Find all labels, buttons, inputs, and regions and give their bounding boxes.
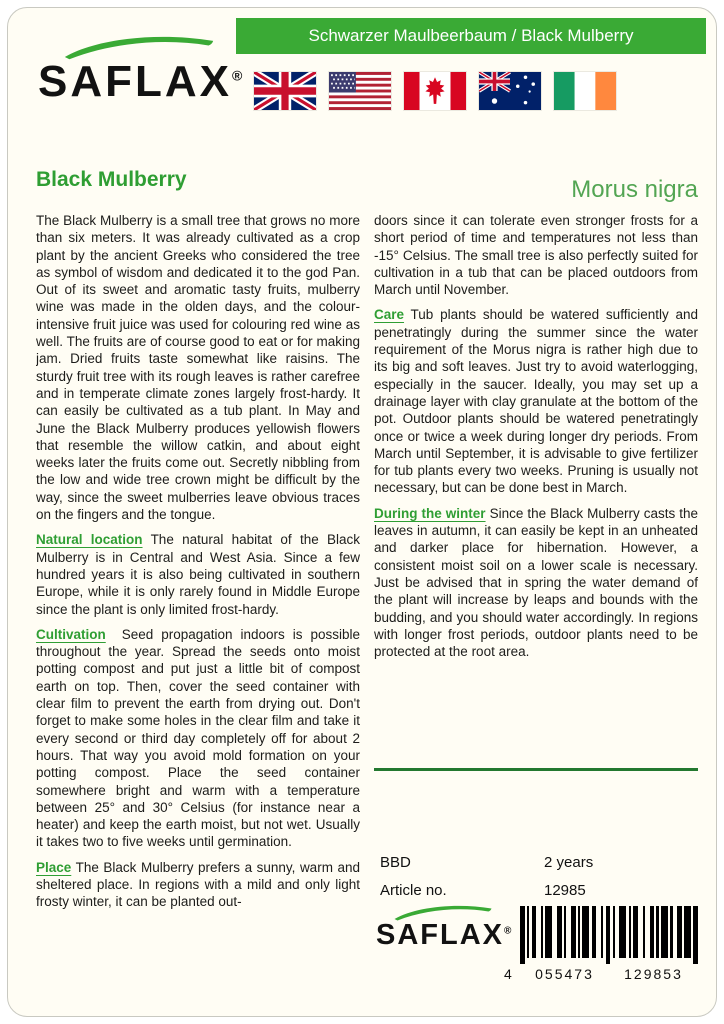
cultivation-text: Seed propagation indoors is possible throughout the year. Spread the seeds onto moist potting compost and put just a little bit of compost earth on top. Then, cover the seed container with clear film to prevent the earth from drying out. Don't forget to make some holes in the clear film and take it every second or third day completely off for about 2 hours. That way you avoid mold formation on your potting compost. Place the seed container somewhere bright and warm with a temperature between 25° and 30° Celsius (for instance near a heater) and keep the earth moist, but not wet. Usually it takes two to five weeks until germination. xyxy=(36,626,360,850)
green-divider-rule xyxy=(374,768,698,771)
seed-packet-back xyxy=(7,7,717,1017)
barcode-bar xyxy=(619,906,626,958)
barcode-lead-digit: 4 xyxy=(504,966,512,982)
winter-section xyxy=(374,505,698,661)
cultivation-section xyxy=(36,626,360,851)
section-heading-natural-location: Natural location xyxy=(36,532,143,548)
header-strip-text: Schwarzer Maulbeerbaum / Black Mulberry xyxy=(308,26,634,45)
article-label: Article no. xyxy=(380,882,447,899)
barcode-bar xyxy=(684,906,691,958)
flag-row xyxy=(254,72,616,110)
barcode-bar xyxy=(582,906,589,958)
bbd-label: BBD xyxy=(380,854,411,871)
header-strip xyxy=(236,18,706,54)
place-text: The Black Mulberry prefers a sunny, warm and sheltered place. In regions with a mild and only light frosty winter, it can be planted out- xyxy=(36,859,360,910)
canada-flag-icon xyxy=(404,72,466,110)
section-heading-care: Care xyxy=(374,307,405,323)
usa-flag-icon xyxy=(329,72,391,110)
barcode xyxy=(504,906,698,982)
barcode-bar xyxy=(693,906,698,964)
product-info xyxy=(380,854,698,910)
care-text: Tub plants should be watered sufficiently and penetratingly during the summer since the water requirement of the Morus nigra is rather high due to its big and soft leaves. Just try to avoid waterlogging, especially in the saucer. Ideally, you may set up a drainage layer with clay granulate at the bottom of the pot. Outdoor plants should be watered penetratingly once or twice a week during longer dry periods. From March until September, it is advisable to give fertilizer for tub plants every two weeks. Pruning is usually not necessary, but can be done best in March. xyxy=(374,307,698,496)
barcode-group-2: 129853 xyxy=(624,966,683,982)
bbd-row xyxy=(380,854,698,871)
natural-location-section xyxy=(36,531,360,617)
natural-location-text: The natural habitat of the Black Mulberry is in Central and West Asia. Since a few hundred years it is also being cultivated in southern Europe, while it is only rarely found in Middle Europe since the plant is only limited frost-hardy. xyxy=(36,532,360,617)
latin-name: Morus nigra xyxy=(571,176,698,203)
barcode-bar xyxy=(545,906,552,958)
uk-flag-icon xyxy=(254,72,316,110)
saflax-logo xyxy=(38,34,243,104)
barcode-digits xyxy=(504,966,698,982)
brand-name xyxy=(376,921,516,950)
intro-paragraph: The Black Mulberry is a small tree that grows no more than six meters. It was already cultivated as a crop plant by the ancient Greeks who considered the tree as symbol of wisdom and dedicated it to the god Pan. Out of its sweet and aromatic tasty fruits, mulberry wine was made in the olden days, and the colour-intensive fruit juice was used for colouring red wine as well. The fruits are of course good to eat or for making jam. Dried fruits taste somewhat like raisins. The sturdy fruit tree with its rough leaves is rather carefree and in temperate climate zones largely frost-hardy. It can easily be cultivated as a tub plant. In May and June the Black Mulberry produces yellowish flowers that resemble the willow catkin, and about eight weeks later the fruits come out. Secretly nibbling from the low and wide tree crown might be difficult by the way, since the sweet mulberries leave obvious traces on the fingers and the tongue. xyxy=(36,213,360,523)
saflax-footer-logo xyxy=(376,904,516,950)
ireland-flag-icon xyxy=(554,72,616,110)
brand-name-text: SAFLAX xyxy=(38,57,232,106)
winter-text: Since the Black Mulberry casts the leaves in autumn, it can easily be kept in an unheated and darker place for hibernation. However, a consistent moist soil on a lower scale is necessary. Just be advised that in spring the water demand of the plant will increase by leaps and bounds with the budding, and you should water accordingly. In regions with longer frost periods, outdoor plants need to be protected at the root area. xyxy=(374,505,699,660)
left-column xyxy=(36,212,360,1010)
article-row xyxy=(380,882,698,899)
section-heading-place: Place xyxy=(36,859,72,875)
registered-mark: ® xyxy=(504,925,514,937)
barcode-bar xyxy=(661,906,668,958)
continuation-paragraph: doors since it can tolerate even stronger frosts for a short period of time and temperatures not less than -15° Celsius. The small tree is also perfectly suited for cultivation in a tub that can be placed outdoors from March until November. xyxy=(374,213,698,298)
bbd-value: 2 years xyxy=(544,854,594,871)
brand-name-text: SAFLAX xyxy=(376,919,504,951)
australia-flag-icon xyxy=(479,72,541,110)
section-heading-cultivation: Cultivation xyxy=(36,626,106,642)
place-section xyxy=(36,859,360,911)
barcode-group-1: 055473 xyxy=(535,966,594,982)
right-column xyxy=(374,212,698,668)
registered-mark: ® xyxy=(232,67,243,84)
care-section xyxy=(374,306,698,496)
brand-name xyxy=(38,57,243,106)
page-title: Black Mulberry xyxy=(36,168,187,192)
barcode-bars xyxy=(520,906,698,964)
section-heading-during-the-winter: During the winter xyxy=(374,505,486,521)
article-value: 12985 xyxy=(544,882,586,899)
